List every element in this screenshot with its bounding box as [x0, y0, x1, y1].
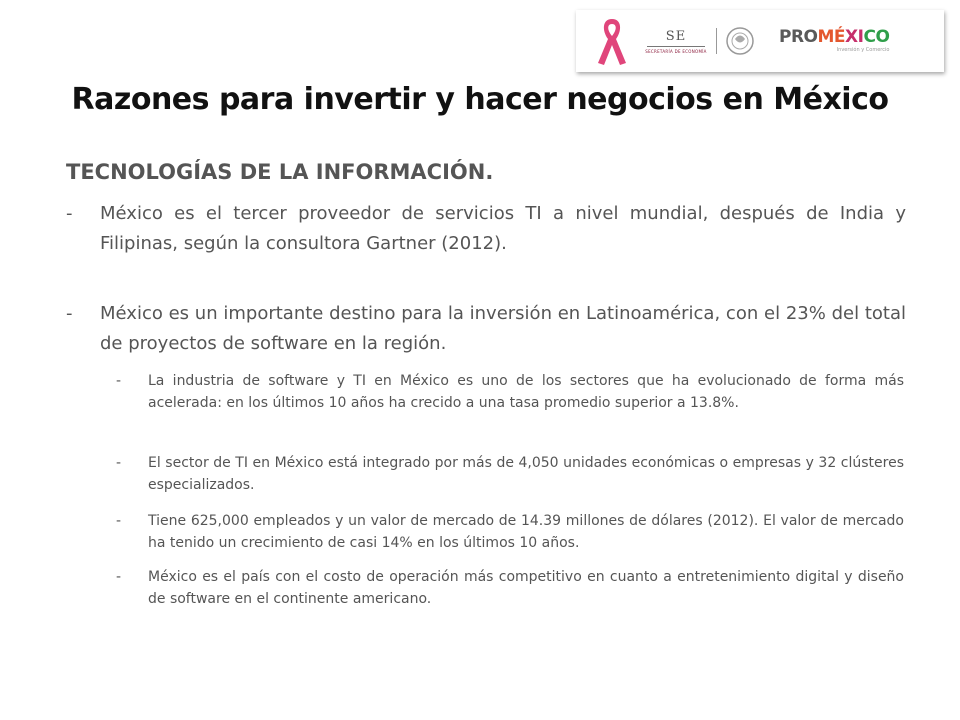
national-seal-icon [725, 24, 755, 58]
se-logo-sublabel: SECRETARÍA DE ECONOMÍA [645, 48, 707, 54]
promexico-co: CO [863, 27, 890, 47]
promexico-me: MÉ [817, 27, 846, 47]
se-logo-label: SE [665, 28, 687, 44]
sub-bullet-text: La industria de software y TI en México es uno de los sectores que ha evolucionado de forma más acelerada: en los últimos 10 años ha crecido a una tasa promedio superior a 13.8%. [148, 373, 904, 411]
sub-bullet-dash: - [116, 455, 122, 471]
pink-ribbon-icon [592, 15, 632, 67]
se-logo-rule [647, 46, 705, 47]
sub-bullet-item [116, 510, 904, 554]
logo-banner [576, 10, 944, 72]
sub-bullet-dash: - [116, 513, 122, 529]
se-logo [644, 29, 708, 54]
bullet-item [66, 299, 906, 359]
sub-bullet-dash: - [116, 373, 122, 389]
promexico-tagline: Inversión y Comercio [836, 47, 890, 53]
sub-bullet-text: Tiene 625,000 empleados y un valor de mercado de 14.39 millones de dólares (2012). El valor de mercado ha tenido un crecimiento de casi 14% en los últimos 10 años. [148, 513, 904, 551]
sub-bullet-text: El sector de TI en México está integrado por más de 4,050 unidades económicas o empresas y 32 clústeres especializados. [148, 455, 904, 493]
bullet-text: México es un importante destino para la inversión en Latinoamérica, con el 23% del total de proyectos de software en la región. [100, 303, 906, 354]
bullet-dash: - [66, 203, 73, 224]
bullet-dash: - [66, 303, 73, 324]
sub-bullet-text: México es el país con el costo de operación más competitivo en cuanto a entretenimiento digital y diseño de software en el continente americano. [148, 569, 904, 607]
sub-bullet-item [116, 370, 904, 414]
bullet-item [66, 199, 906, 259]
sub-bullet-item [116, 452, 904, 496]
promexico-xi: XI [845, 27, 864, 47]
logo-divider [716, 28, 717, 54]
promexico-pro: PRO [779, 27, 818, 47]
bullet-text: México es el tercer proveedor de servicios TI a nivel mundial, después de India y Filipinas, según la consultora Gartner (2012). [100, 203, 906, 254]
promexico-wordmark [779, 29, 889, 46]
slide-title: Razones para invertir y hacer negocios en México [71, 82, 889, 117]
sub-bullet-dash: - [116, 569, 122, 585]
sub-bullet-item [116, 566, 904, 610]
section-heading: TECNOLOGÍAS DE LA INFORMACIÓN. [66, 160, 494, 184]
promexico-logo [779, 29, 889, 53]
